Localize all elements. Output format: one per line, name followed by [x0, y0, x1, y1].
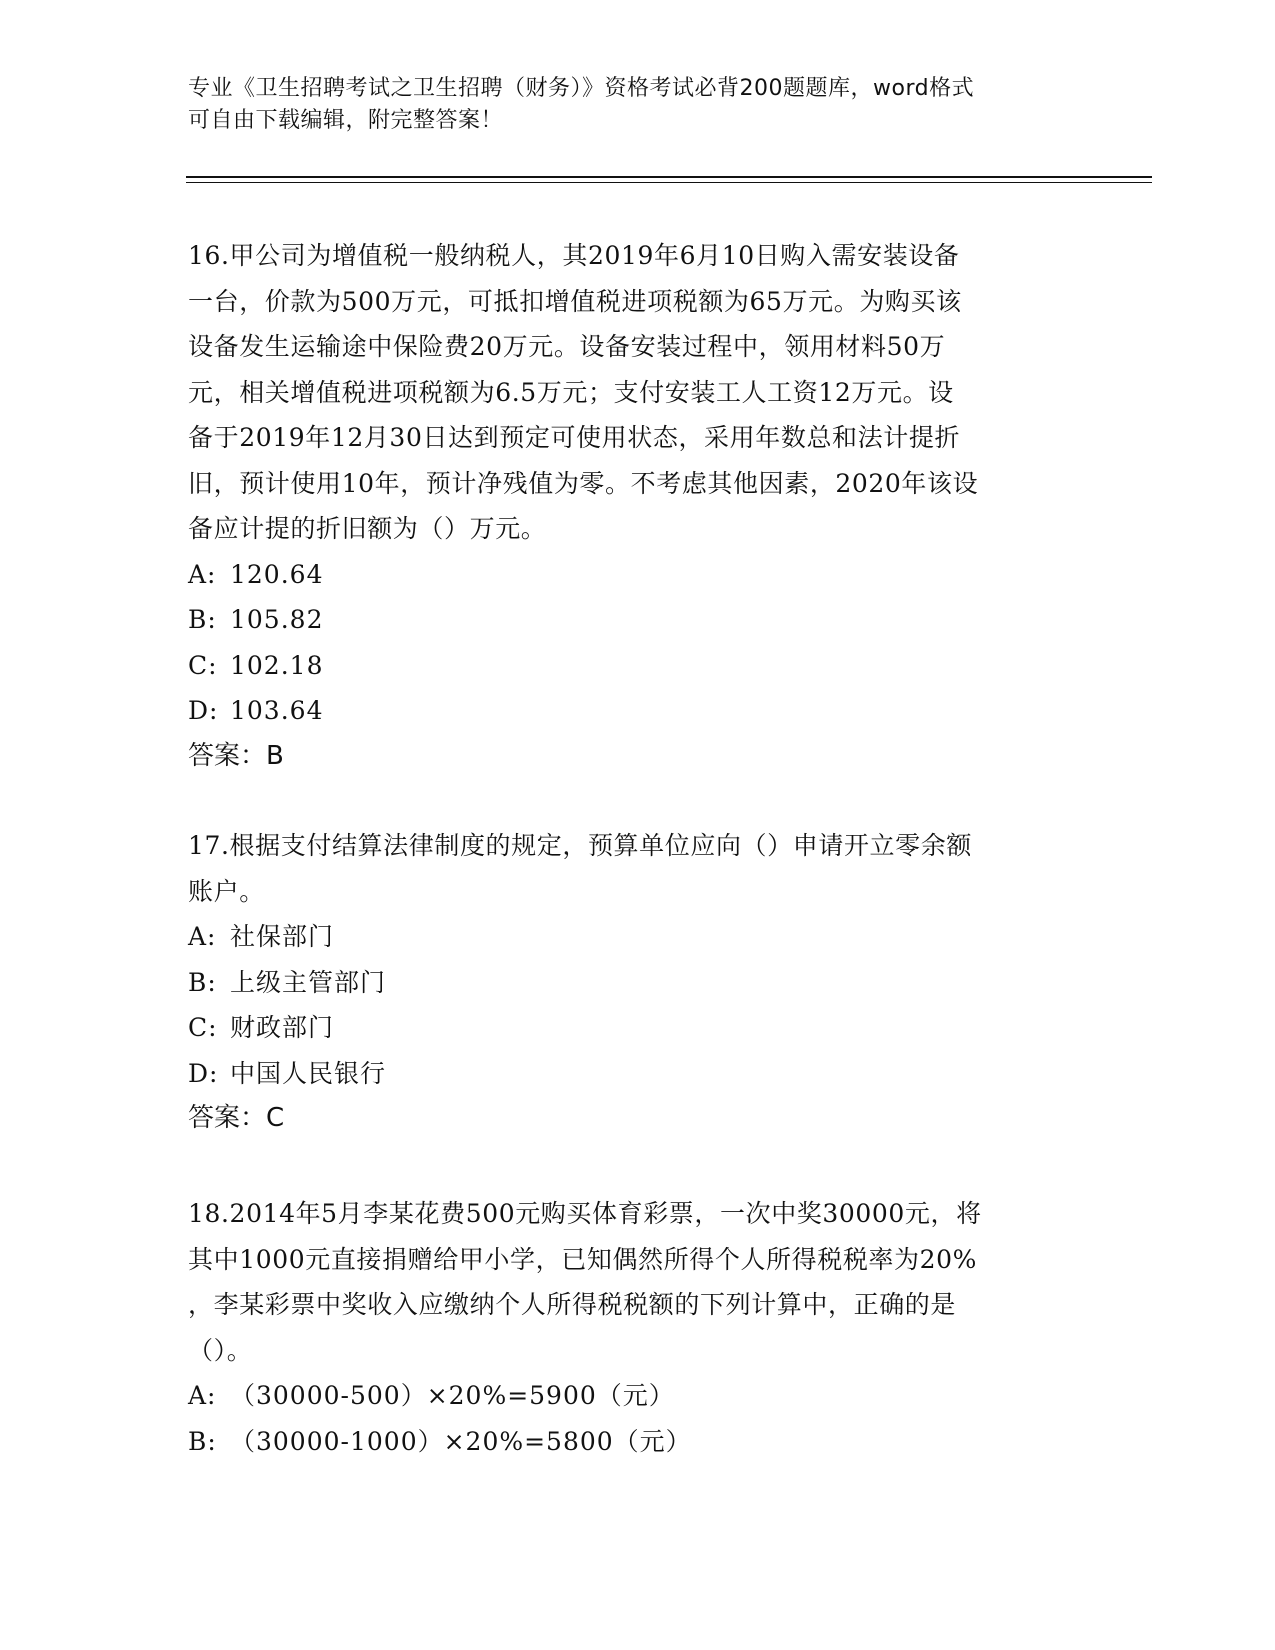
option-text: 105.82: [230, 605, 324, 634]
option-a: [188, 1373, 1088, 1419]
option-label: A:: [188, 1381, 217, 1410]
option-text: 上级主管部门: [230, 967, 387, 997]
stem-line: 元，相关增值税进项税额为6.5万元；支付安装工人工资12万元。设: [188, 377, 954, 407]
option-label: B:: [188, 605, 217, 634]
option-c: [188, 1005, 1088, 1051]
option-text: 103.64: [230, 696, 324, 725]
question-18: [188, 1191, 1088, 1464]
option-label: D:: [188, 1058, 219, 1088]
option-text: 财政部门: [230, 1013, 335, 1042]
option-label: B:: [188, 967, 217, 997]
option-text: （30000-500）×20%=5900（元）: [230, 1381, 675, 1410]
stem-line: 账户。: [188, 876, 265, 906]
option-label: A:: [188, 922, 217, 951]
stem-line: 备于2019年12月30日达到预定可使用状态，采用年数总和法计提折: [188, 423, 961, 452]
option-label: B:: [188, 1426, 217, 1456]
option-text: 中国人民银行: [230, 1058, 387, 1088]
option-b: [188, 960, 1088, 1006]
option-text: 120.64: [230, 559, 324, 589]
stem-line: 17.根据支付结算法律制度的规定，预算单位应向（）申请开立零余额: [188, 831, 972, 860]
option-label: C:: [188, 650, 218, 680]
answer-line: 答案：B: [188, 740, 284, 771]
option-c: [188, 643, 1088, 689]
stem-line: 备应计提的折旧额为（）万元。: [188, 514, 547, 543]
stem-line: 一台，价款为500万元，可抵扣增值税进项税额为65万元。为购买该: [188, 286, 962, 316]
option-a: [188, 914, 1088, 960]
stem-line: ，李某彩票中奖收入应缴纳个人所得税税额的下列计算中，正确的是: [188, 1290, 957, 1319]
header-divider: [186, 176, 1152, 178]
header-title-line-2: 可自由下载编辑，附完整答案！: [188, 108, 504, 133]
question-16: [188, 233, 1088, 779]
option-text: 102.18: [230, 650, 324, 680]
answer-line: 答案：C: [188, 1103, 285, 1133]
stem-line: 设备发生运输途中保险费20万元。设备安装过程中，领用材料50万: [188, 332, 946, 361]
stem-line: 18.2014年5月李某花费500元购买体育彩票，一次中奖30000元，将: [188, 1199, 982, 1228]
option-d: [188, 688, 1088, 734]
question-stem: [188, 1191, 1088, 1373]
document-header: [188, 73, 1088, 137]
stem-line: 其中1000元直接捐赠给甲小学，已知偶然所得个人所得税税率为20%: [188, 1244, 977, 1274]
question-stem: [188, 823, 1088, 914]
question-stem: [188, 233, 1088, 552]
option-label: A:: [188, 559, 217, 589]
option-label: D:: [188, 696, 219, 725]
option-label: C:: [188, 1013, 218, 1042]
stem-line: 16.甲公司为增值税一般纳税人，其2019年6月10日购入需安装设备: [188, 241, 960, 270]
question-17: [188, 823, 1088, 1142]
option-b: [188, 1419, 1088, 1465]
option-text: （30000-1000）×20%=5800（元）: [230, 1426, 692, 1456]
header-divider-thin: [186, 182, 1152, 183]
option-text: 社保部门: [230, 922, 335, 951]
option-b: [188, 597, 1088, 643]
stem-line: 旧，预计使用10年，预计净残值为零。不考虑其他因素，2020年该设: [188, 468, 979, 498]
header-title-line-1: 专业《卫生招聘考试之卫生招聘（财务）》资格考试必背200题题库，word格式: [188, 76, 975, 101]
option-a: [188, 552, 1088, 598]
option-d: [188, 1051, 1088, 1097]
stem-line: （）。: [188, 1335, 253, 1365]
